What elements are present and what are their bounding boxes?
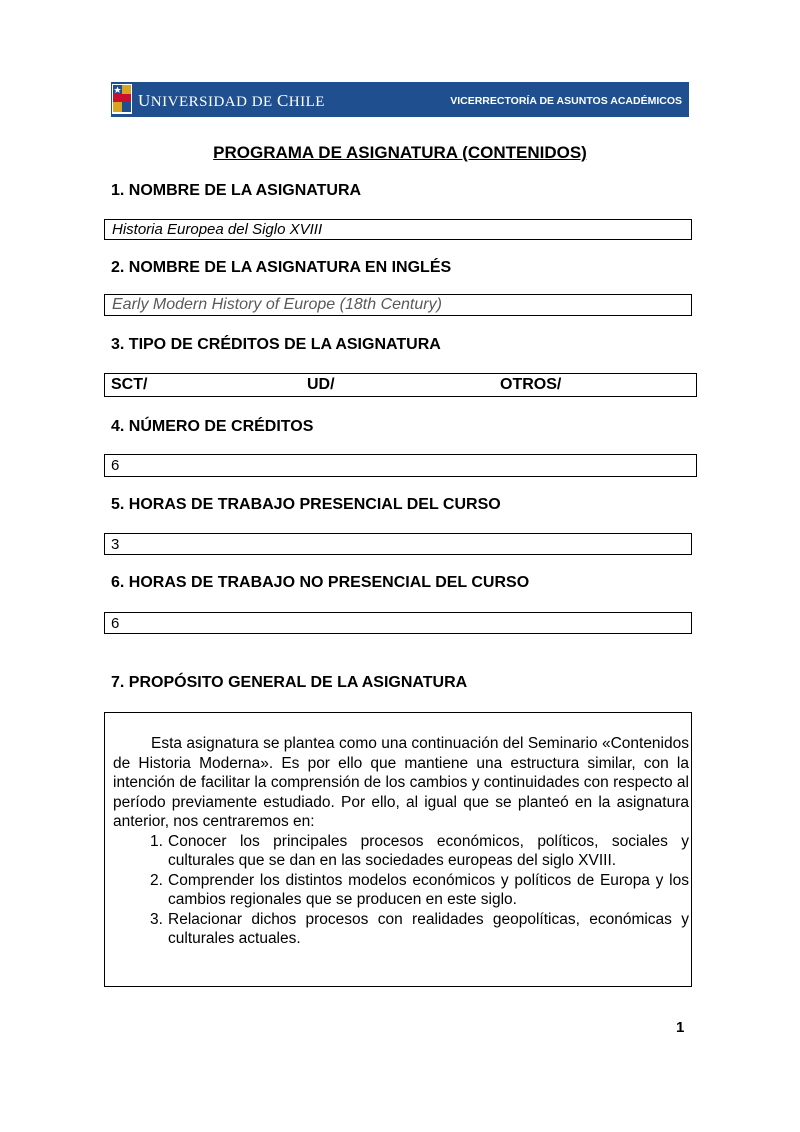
section-6-heading: 6. HORAS DE TRABAJO NO PRESENCIAL DEL CURSO <box>111 574 530 591</box>
course-name-field <box>104 219 692 240</box>
section-1-heading: 1. NOMBRE DE LA ASIGNATURA <box>111 182 362 199</box>
credit-type-otros: OTROS/ <box>500 376 562 393</box>
section-4-heading: 4. NÚMERO DE CRÉDITOS <box>111 418 314 435</box>
non-presential-hours-field <box>104 612 692 634</box>
course-name-english-field <box>104 294 692 316</box>
section-7-heading: 7. PROPÓSITO GENERAL DE LA ASIGNATURA <box>111 674 468 691</box>
course-name-english-value: Early Modern History of Europe (18th Century) <box>112 296 442 313</box>
section-2-heading: 2. NOMBRE DE LA ASIGNATURA EN INGLÉS <box>111 259 452 276</box>
non-presential-hours-value: 6 <box>111 615 120 632</box>
credit-type-sct: SCT/ <box>111 376 148 393</box>
section-3-heading: 3. TIPO DE CRÉDITOS DE LA ASIGNATURA <box>111 336 441 353</box>
presential-hours-value: 3 <box>111 536 120 553</box>
list-item: 2. Comprender los distintos modelos económicos y políticos de Europa y los cambios regionales que se producen en este siglo. <box>150 871 689 908</box>
list-item: 1. Conocer los principales procesos económicos, políticos, sociales y culturales que se dan en las sociedades europeas del siglo XVIII. <box>150 832 689 869</box>
purpose-text <box>113 734 689 949</box>
course-name-value: Historia Europea del Siglo XVIII <box>112 221 323 238</box>
purpose-list <box>113 832 689 949</box>
credit-number-field <box>104 454 697 477</box>
page-number: 1 <box>676 1019 685 1036</box>
section-5-heading: 5. HORAS DE TRABAJO PRESENCIAL DEL CURSO <box>111 496 501 513</box>
list-item: 3. Relacionar dichos procesos con realidades geopolíticas, económicas y culturales actuales. <box>150 910 689 947</box>
credit-number-value: 6 <box>111 457 120 474</box>
credit-type-ud: UD/ <box>307 376 335 393</box>
university-name: UNIVERSIDAD DE CHILE <box>138 91 325 110</box>
vicerrectoria-label: VICERRECTORÍA DE ASUNTOS ACADÉMICOS <box>450 95 682 107</box>
university-crest-icon <box>112 84 132 114</box>
purpose-box <box>104 712 692 987</box>
presential-hours-field <box>104 533 692 555</box>
page-title: PROGRAMA DE ASIGNATURA (CONTENIDOS) <box>213 143 587 162</box>
credit-type-field <box>104 373 697 397</box>
purpose-intro: Esta asignatura se plantea como una continuación del Seminario «Contenidos de Historia Moderna». Es por ello que mantiene una estructura similar, con la intención de facilitar la comprensión de los cambios y continuidades con respecto al período previamente estudiado. Por ello, al igual que se planteó en la asignatura anterior, nos centraremos en: <box>113 735 689 830</box>
